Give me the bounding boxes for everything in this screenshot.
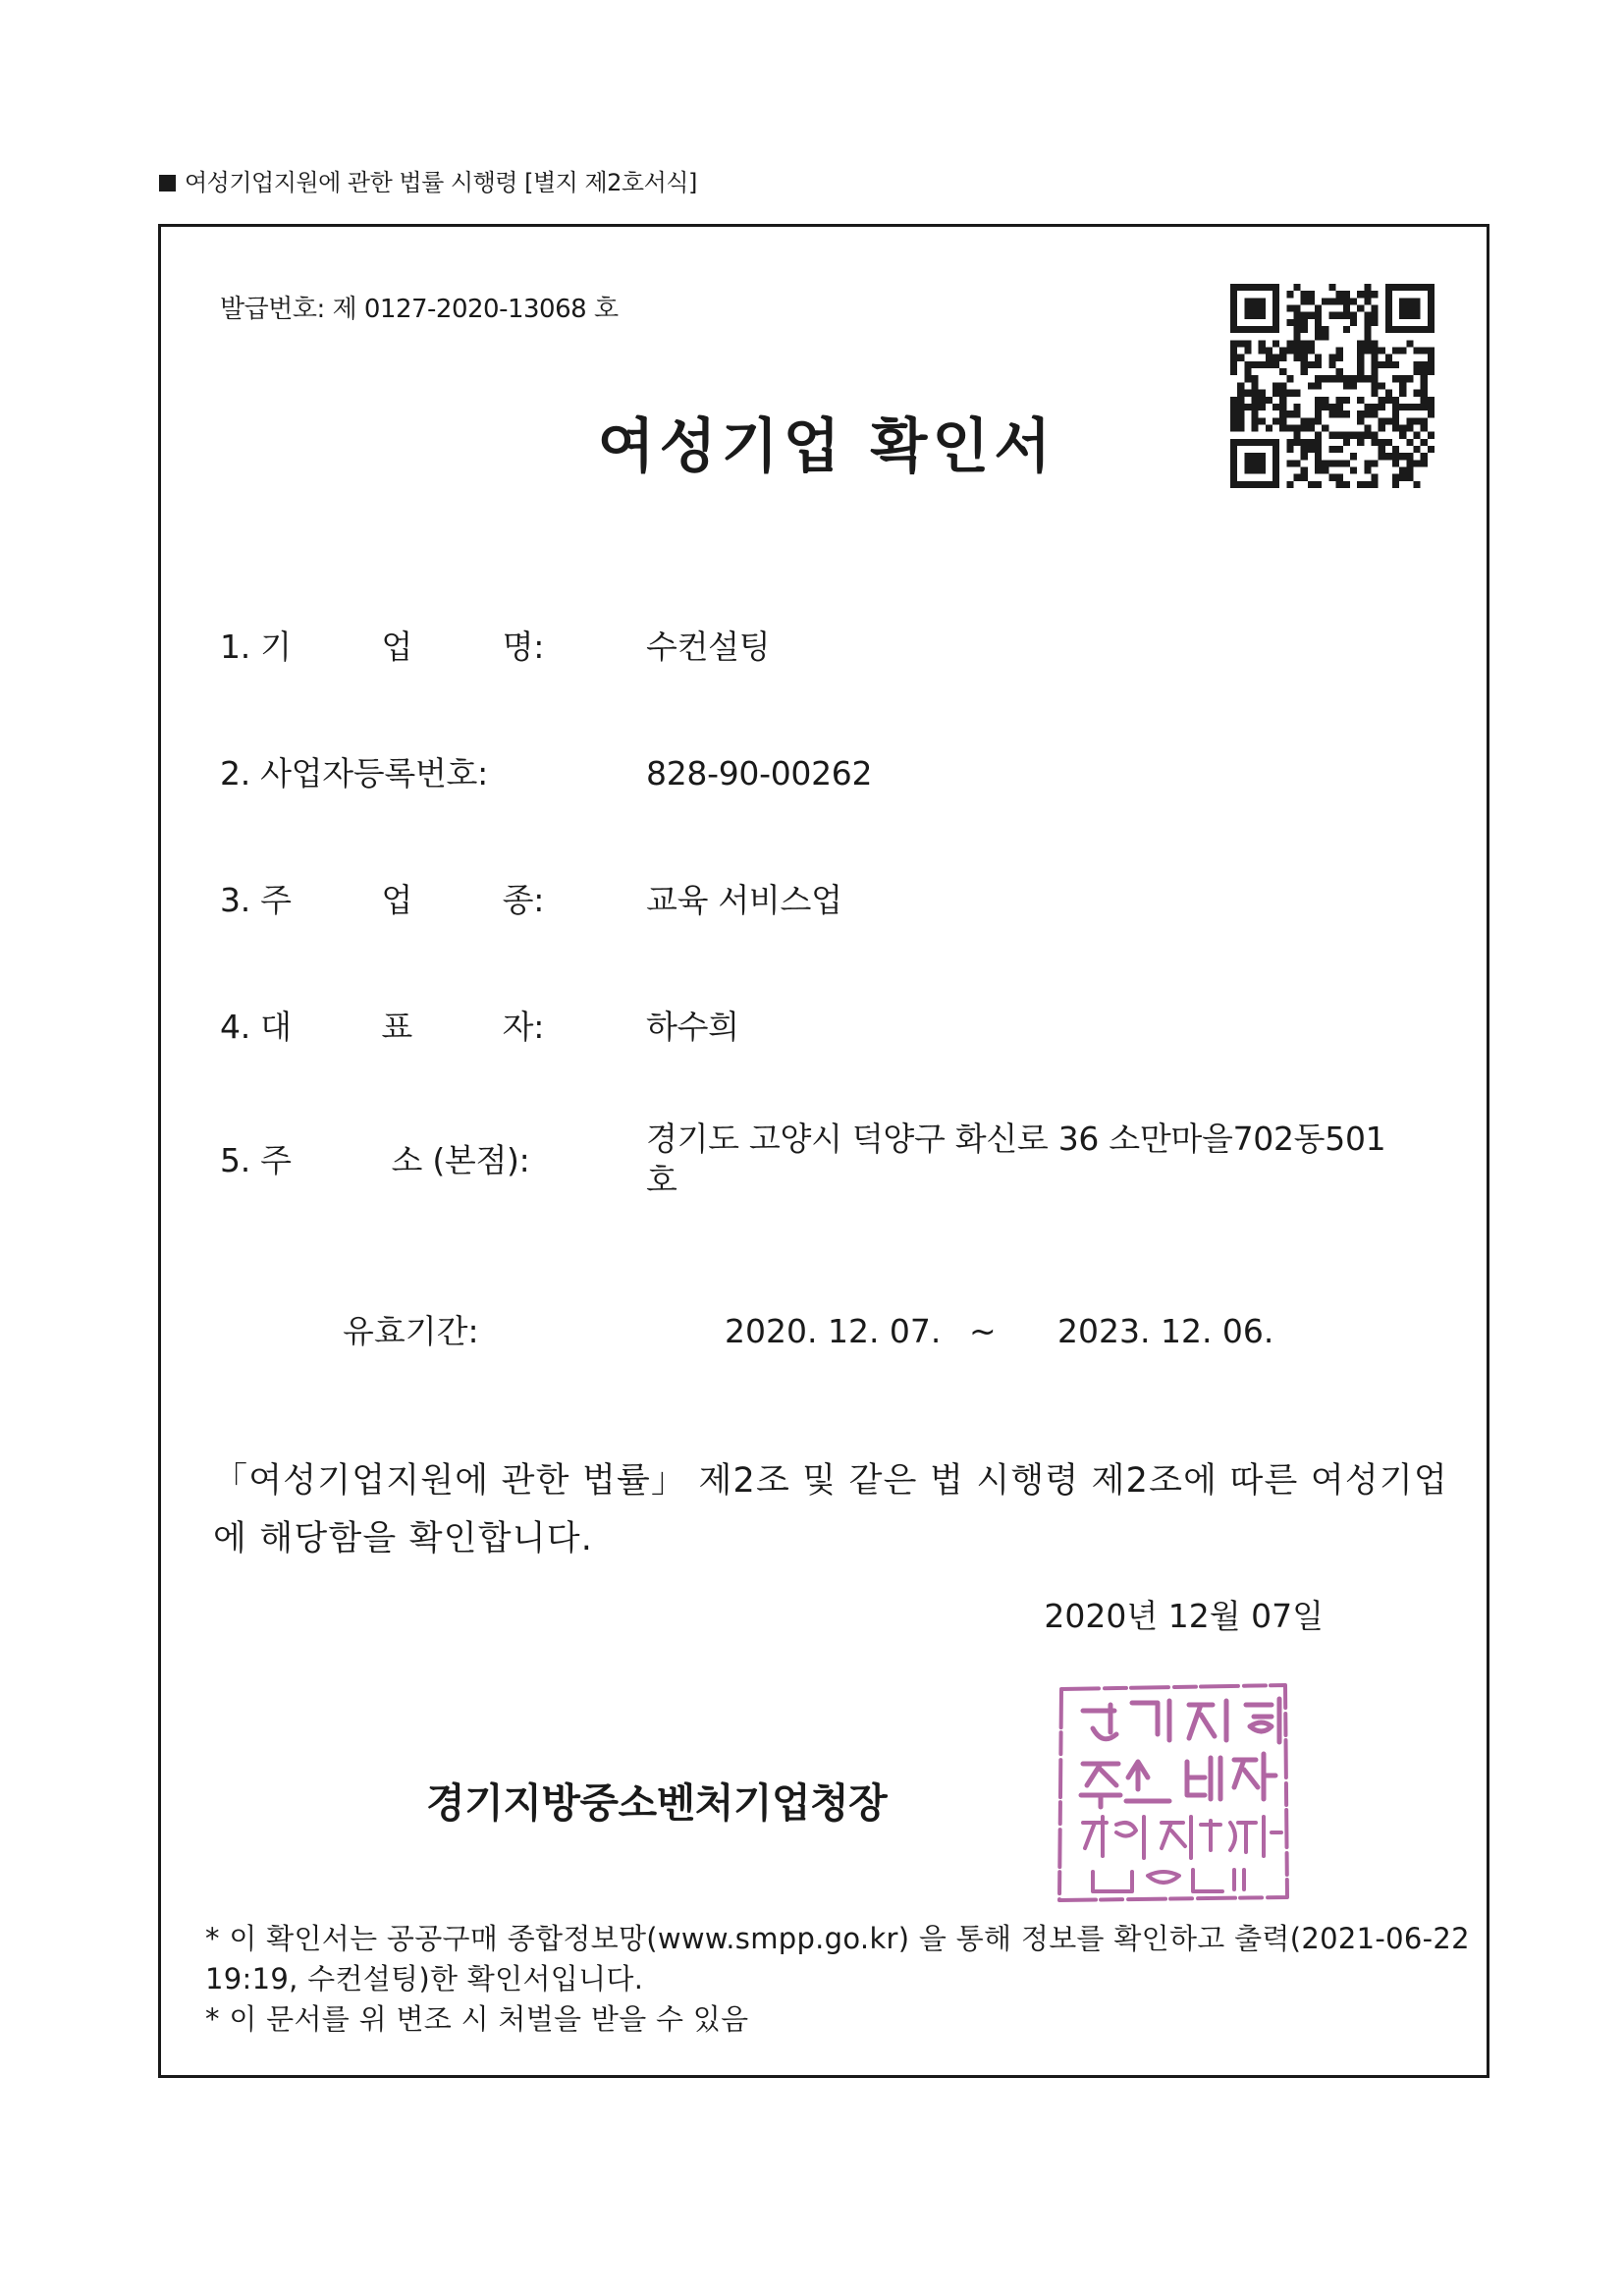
- footnotes: [205, 1919, 1472, 2040]
- square-bullet-icon: [159, 175, 176, 191]
- field-value: 수컨설팅: [646, 628, 771, 666]
- field-label: 2. 사업자등록번호:: [220, 754, 488, 793]
- document-title: 여성기업 확인서: [597, 412, 1056, 481]
- validity-separator: ~: [969, 1312, 997, 1350]
- footnote: * 이 문서를 위 변조 시 처벌을 받을 수 있음: [205, 2002, 749, 2036]
- confirmation-statement: 「여성기업지원에 관한 법률」 제2조 및 같은 법 시행령 제2조에 따른 여성기업에 해당함을 확인합니다.: [213, 1461, 1448, 1558]
- legal-reference-text: 여성기업지원에 관한 법률 시행령 [별지 제2호서식]: [185, 169, 697, 196]
- field-label: 1. 기 업 명:: [220, 628, 545, 666]
- field-label: 3. 주 업 종:: [220, 881, 545, 919]
- field-value: 하수희: [646, 1008, 739, 1046]
- issue-number: 발급번호: 제 0127-2020-13068 호: [220, 295, 619, 324]
- field-label: 4. 대 표 자:: [220, 1008, 545, 1046]
- official-seal-icon: [1054, 1675, 1293, 1907]
- field-value: 경기도 고양시 덕양구 화신로 36 소만마을702동501호: [646, 1120, 1386, 1199]
- certificate-frame: [158, 224, 1489, 2078]
- issuer-name: 경기지방중소벤처기업청장: [426, 1779, 888, 1827]
- legal-reference: [159, 163, 697, 197]
- footnote: * 이 확인서는 공공구매 종합정보망(www.smpp.go.kr) 을 통해 정보를 확인하고 출력(2021-06-22 19:19, 수컨설팅)한 확인서입니다.: [205, 1922, 1470, 1995]
- field-value: 교육 서비스업: [646, 881, 842, 919]
- field-value: 828-90-00262: [646, 754, 873, 793]
- issue-date: 2020년 12월 07일: [1044, 1597, 1324, 1635]
- validity-end-date: 2023. 12. 06.: [1057, 1312, 1274, 1350]
- field-label: 5. 주 소 (본점):: [220, 1141, 530, 1179]
- validity-label: 유효기간:: [343, 1312, 479, 1350]
- validity-start-date: 2020. 12. 07.: [725, 1312, 942, 1350]
